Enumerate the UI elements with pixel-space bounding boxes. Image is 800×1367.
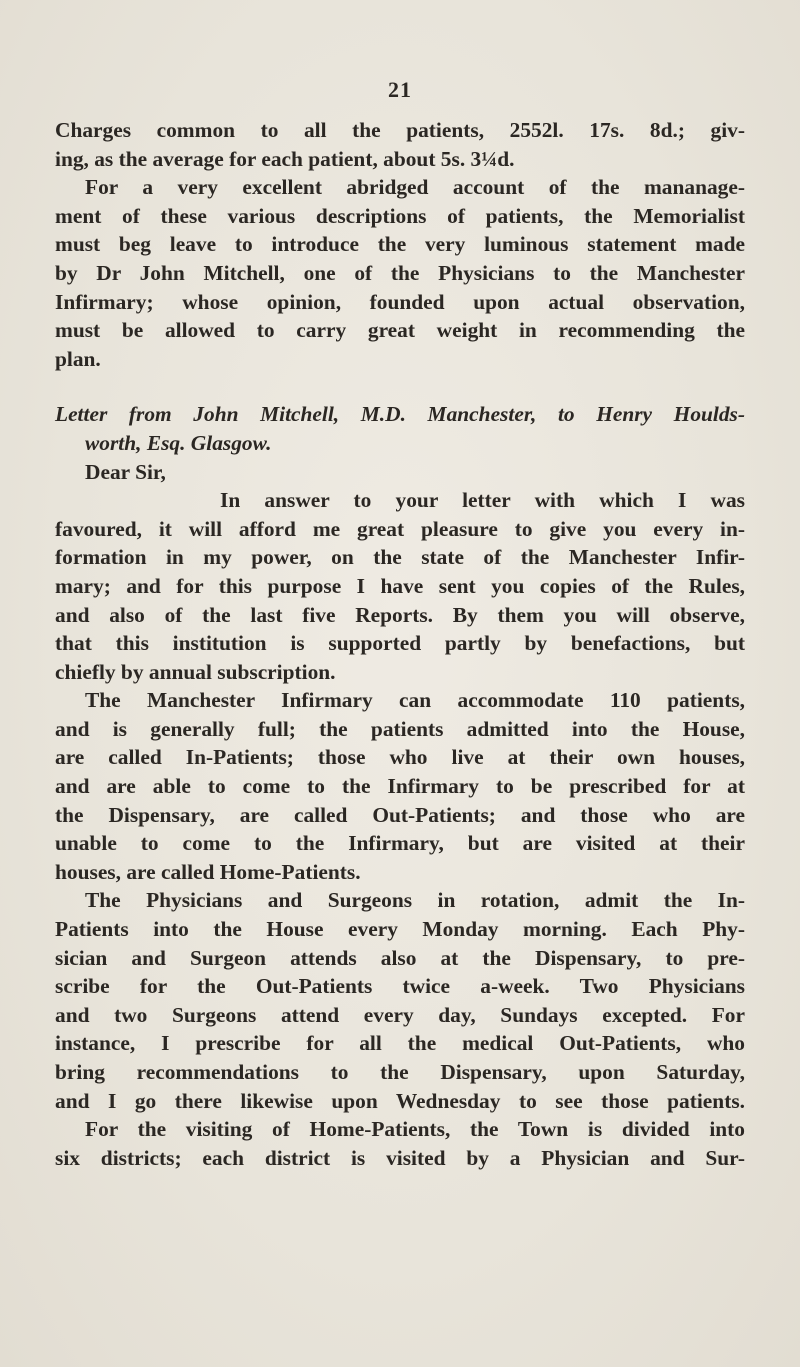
text-line: Charges common to all the patients, 2552l. 17s. 8d.; giv- [55, 118, 745, 142]
letter-heading-line: Letter from John Mitchell, M.D. Manchester, to Henry Houlds- [55, 402, 745, 427]
letter-paragraph-answer [55, 486, 745, 686]
text-line: formation in my power, on the state of the Manchester Infir- [55, 545, 745, 570]
text-line: For a very excellent abridged account of the mananage- [85, 175, 745, 200]
text-line: ment of these various descriptions of patients, the Memorialist [55, 203, 745, 228]
text-line: by Dr John Mitchell, one of the Physicians to the Manchester [55, 260, 745, 285]
text-line: and also of the last five Reports. By them you will observe, [55, 602, 745, 627]
letter-paragraph-rotation [55, 886, 745, 1115]
body-text [55, 116, 745, 1172]
text-line: six districts; each district is visited by a Physician and Sur- [55, 1145, 745, 1170]
text-line: For the visiting of Home-Patients, the Town is divided into [85, 1117, 745, 1142]
text-line: mary; and for this purpose I have sent you copies of the Rules, [55, 573, 745, 598]
text-line: favoured, it will afford me great pleasure to give you every in- [55, 516, 745, 541]
letter-heading-line: worth, Esq. Glasgow. [85, 430, 272, 455]
text-line: scribe for the Out-Patients twice a-week. Two Physicians [55, 974, 745, 999]
text-line: bring recommendations to the Dispensary, upon Saturday, [55, 1060, 745, 1084]
text-line: instance, I prescribe for all the medical Out-Patients, who [55, 1031, 745, 1056]
text-line: sician and Surgeon attends also at the Dispensary, to pre- [55, 945, 745, 970]
text-line: Patients into the House every Monday morning. Each Phy- [55, 917, 745, 942]
salutation: Dear Sir, [85, 459, 166, 484]
text-line: The Manchester Infirmary can accommodate 110 patients, [85, 688, 745, 713]
text-line: ing, as the average for each patient, about 5s. 3¼d. [55, 146, 515, 171]
paragraph-abridged-account [55, 173, 745, 373]
text-line: that this institution is supported partly by benefactions, but [55, 631, 745, 656]
text-line: plan. [55, 346, 101, 371]
page-number: 21 [388, 77, 412, 102]
letter-paragraph-accommodation [55, 686, 745, 886]
paragraph-charges [55, 116, 745, 173]
text-line: The Physicians and Surgeons in rotation, admit the In- [85, 888, 745, 913]
text-line: are called In-Patients; those who live at their own houses, [55, 745, 745, 770]
text-line: houses, are called Home-Patients. [55, 859, 361, 884]
text-line: unable to come to the Infirmary, but are visited at their [55, 831, 745, 856]
text-line: must be allowed to carry great weight in recommending the [55, 318, 745, 343]
text-line: and are able to come to the Infirmary to be prescribed for at [55, 774, 745, 799]
letter-heading [55, 400, 745, 457]
text-line: the Dispensary, are called Out-Patients; and those who are [55, 802, 745, 827]
text-line: and two Surgeons attend every day, Sundays excepted. For [55, 1002, 745, 1027]
text-line: and is generally full; the patients admitted into the House, [55, 716, 745, 741]
text-line: chiefly by annual subscription. [55, 659, 336, 684]
text-line: and I go there likewise upon Wednesday to see those patients. [55, 1088, 745, 1113]
letter-paragraph-home-patients [55, 1115, 745, 1172]
text-line: must beg leave to introduce the very luminous statement made [55, 232, 745, 257]
text-line: In answer to your letter with which I was [220, 488, 745, 513]
text-line: Infirmary; whose opinion, founded upon actual observation, [55, 289, 745, 314]
